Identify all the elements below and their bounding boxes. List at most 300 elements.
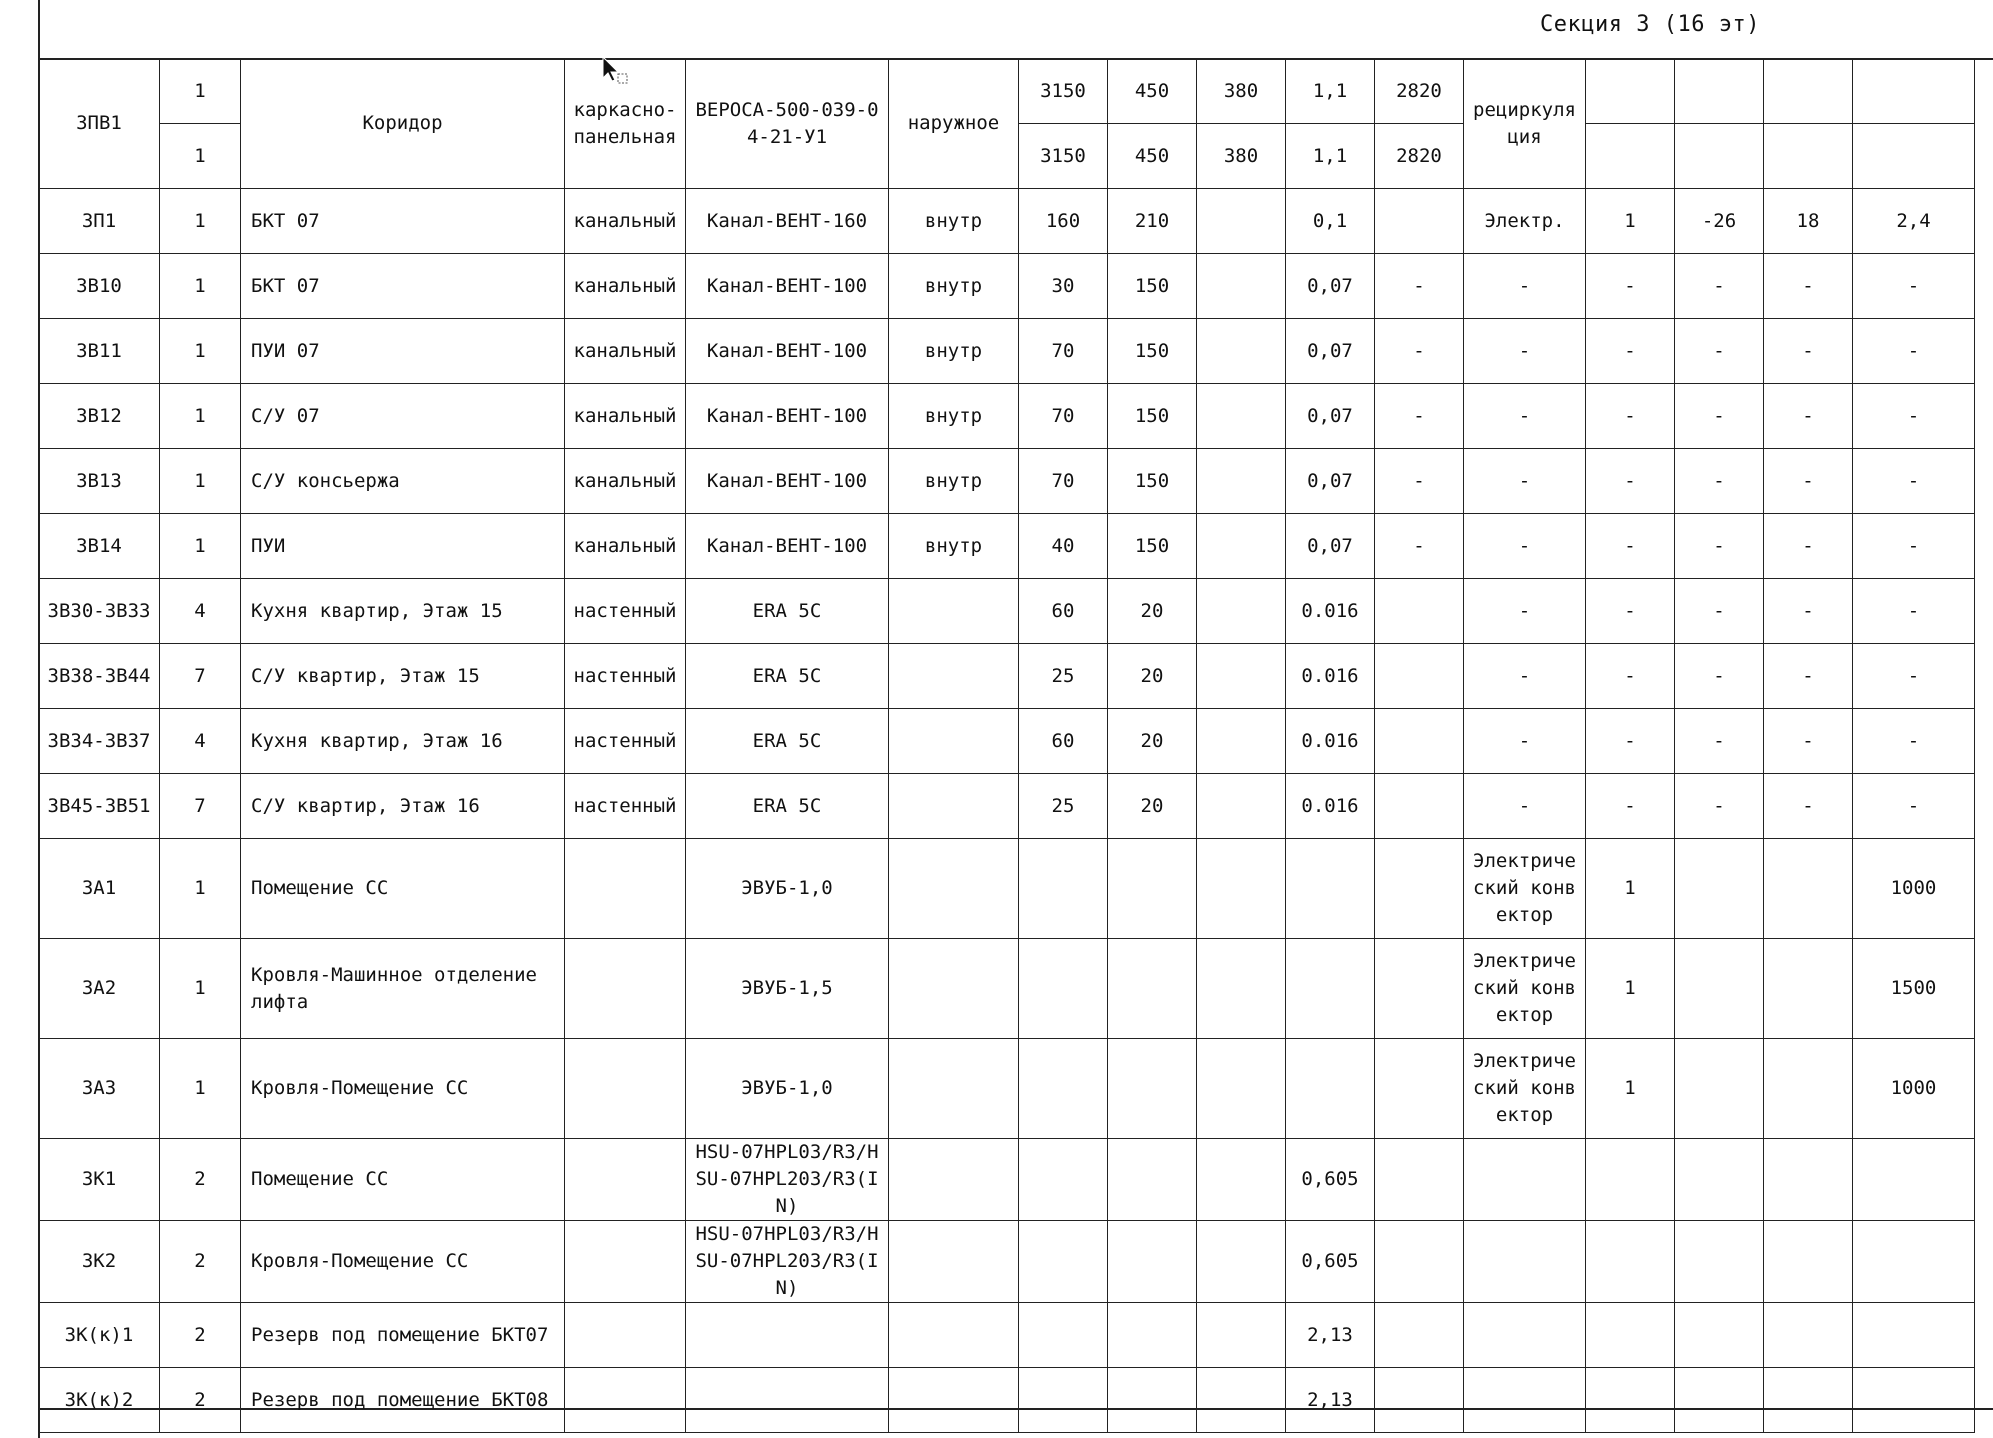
cell-heater-value-1 [1586, 1303, 1675, 1368]
cell-heater-value-4: - [1853, 644, 1975, 709]
cell-value-5 [1375, 839, 1464, 939]
cell-value-2 [1108, 839, 1197, 939]
cell-heater-value-3: - [1764, 449, 1853, 514]
cell-model: Канал-ВЕНТ-100 [686, 514, 889, 579]
cell-heater-value-3: - [1764, 774, 1853, 839]
cell-heater-value-3 [1764, 939, 1853, 1039]
cell-value-4: 1,1 [1286, 59, 1375, 124]
cell-value-2: 20 [1108, 709, 1197, 774]
cell-heater: - [1464, 774, 1586, 839]
cell-placement [889, 939, 1019, 1039]
cell-value-5: - [1375, 514, 1464, 579]
cell-heater: - [1464, 644, 1586, 709]
cell-heater-value-1: - [1586, 774, 1675, 839]
equipment-schedule-table [38, 58, 1975, 1433]
cell-value-4: 2,13 [1286, 1368, 1375, 1433]
table-row [39, 839, 1975, 939]
cell-empty [1764, 124, 1853, 189]
cell-value-1 [1019, 1039, 1108, 1139]
cell-model: ERA 5C [686, 774, 889, 839]
cell-mark: 3П1 [39, 189, 160, 254]
cell-value-4: 1,1 [1286, 124, 1375, 189]
cell-heater: Электрический конвектор [1464, 1039, 1586, 1139]
cell-heater-value-1: - [1586, 254, 1675, 319]
cell-value-1: 3150 [1019, 59, 1108, 124]
cell-mark: 3В14 [39, 514, 160, 579]
cell-qty: 1 [160, 449, 241, 514]
table-row [39, 319, 1975, 384]
cell-qty: 4 [160, 579, 241, 644]
cell-empty [1586, 59, 1675, 124]
cell-value-3 [1197, 709, 1286, 774]
cell-value-3 [1197, 1039, 1286, 1139]
cell-heater-value-4: - [1853, 514, 1975, 579]
cell-heater-value-1 [1586, 1368, 1675, 1433]
cell-room: ПУИ 07 [241, 319, 565, 384]
cell-heater-value-4: 1000 [1853, 839, 1975, 939]
cell-value-2 [1108, 939, 1197, 1039]
cell-heater-value-1: - [1586, 709, 1675, 774]
cell-value-4: 0.016 [1286, 644, 1375, 709]
cell-heater-value-3: - [1764, 579, 1853, 644]
table-row [39, 1039, 1975, 1139]
cell-heater-value-3 [1764, 1039, 1853, 1139]
cell-heater: - [1464, 514, 1586, 579]
table-row [39, 254, 1975, 319]
cell-empty [1853, 124, 1975, 189]
cell-mark: 3В12 [39, 384, 160, 449]
cell-empty [1853, 59, 1975, 124]
cell-value-3 [1197, 384, 1286, 449]
cell-mark: 3В13 [39, 449, 160, 514]
cell-heater: Электр. [1464, 189, 1586, 254]
cell-value-1 [1019, 939, 1108, 1039]
cell-room: Помещение СС [241, 1139, 565, 1221]
cell-heater-value-3 [1764, 1368, 1853, 1433]
cell-heater-value-2 [1675, 1303, 1764, 1368]
cell-mark: 3В11 [39, 319, 160, 384]
table-row [39, 189, 1975, 254]
cell-value-4: 0,605 [1286, 1139, 1375, 1221]
cell-heater-value-3 [1764, 839, 1853, 939]
cell-room: С/У квартир, Этаж 16 [241, 774, 565, 839]
mouse-cursor-icon [601, 56, 629, 90]
cell-value-3 [1197, 319, 1286, 384]
cell-qty: 1 [160, 839, 241, 939]
cell-value-5 [1375, 1221, 1464, 1303]
cell-room: БКТ 07 [241, 189, 565, 254]
cell-value-3 [1197, 1139, 1286, 1221]
cell-value-4: 0,1 [1286, 189, 1375, 254]
cell-type: канальный [565, 189, 686, 254]
cell-room: Коридор [241, 59, 565, 189]
cell-value-4: 0.016 [1286, 579, 1375, 644]
cell-heater-value-4: - [1853, 384, 1975, 449]
cell-heater-value-1: 1 [1586, 1039, 1675, 1139]
cell-model: HSU-07HPL03/R3/HSU-07HPL203/R3(IN) [686, 1221, 889, 1303]
cell-placement [889, 1139, 1019, 1221]
cell-value-4: 0,07 [1286, 514, 1375, 579]
table-row [39, 1221, 1975, 1303]
cell-heater-value-2: - [1675, 579, 1764, 644]
cell-value-2 [1108, 1139, 1197, 1221]
cell-type: настенный [565, 644, 686, 709]
cell-heater-value-3 [1764, 1139, 1853, 1221]
cell-heater-value-2 [1675, 839, 1764, 939]
cell-heater: Электрический конвектор [1464, 939, 1586, 1039]
cell-empty [1675, 124, 1764, 189]
cell-type: канальный [565, 319, 686, 384]
cell-type [565, 1303, 686, 1368]
cell-type: канальный [565, 254, 686, 319]
cell-empty [1586, 124, 1675, 189]
cell-heater: - [1464, 709, 1586, 774]
cell-value-3 [1197, 1221, 1286, 1303]
cell-value-1: 30 [1019, 254, 1108, 319]
cell-value-5 [1375, 1039, 1464, 1139]
cell-value-1 [1019, 1368, 1108, 1433]
cell-qty: 7 [160, 774, 241, 839]
table-row [39, 579, 1975, 644]
cell-mark: 3В30-3В33 [39, 579, 160, 644]
cell-value-2 [1108, 1039, 1197, 1139]
cell-placement [889, 1039, 1019, 1139]
cell-value-3: 380 [1197, 124, 1286, 189]
cell-heater-value-4: - [1853, 579, 1975, 644]
cell-placement [889, 774, 1019, 839]
cell-value-2: 150 [1108, 449, 1197, 514]
cell-value-5 [1375, 1303, 1464, 1368]
cell-heater-value-2: - [1675, 774, 1764, 839]
cell-model: Канал-ВЕНТ-100 [686, 384, 889, 449]
cell-heater-value-1 [1586, 1221, 1675, 1303]
table-row [39, 449, 1975, 514]
cell-room: С/У квартир, Этаж 15 [241, 644, 565, 709]
cell-placement: внутр [889, 384, 1019, 449]
cell-heater-value-2: - [1675, 449, 1764, 514]
cell-placement: наружное [889, 59, 1019, 189]
cell-placement [889, 644, 1019, 709]
cell-value-1 [1019, 839, 1108, 939]
cell-value-3 [1197, 579, 1286, 644]
cell-mark: 3К(к)1 [39, 1303, 160, 1368]
cell-heater-value-2: - [1675, 514, 1764, 579]
cell-value-3 [1197, 1368, 1286, 1433]
cell-placement [889, 1221, 1019, 1303]
cell-placement: внутр [889, 514, 1019, 579]
cell-placement [889, 709, 1019, 774]
cell-heater-value-3: - [1764, 709, 1853, 774]
cell-heater-value-4: 2,4 [1853, 189, 1975, 254]
cell-value-4: 0.016 [1286, 709, 1375, 774]
cell-type [565, 1139, 686, 1221]
cell-value-3 [1197, 254, 1286, 319]
cell-value-4: 0,07 [1286, 384, 1375, 449]
cell-heater-value-2 [1675, 1368, 1764, 1433]
cell-value-4: 2,13 [1286, 1303, 1375, 1368]
cell-value-1 [1019, 1139, 1108, 1221]
cell-room: ПУИ [241, 514, 565, 579]
cell-heater-value-4 [1853, 1368, 1975, 1433]
cell-value-5 [1375, 579, 1464, 644]
cell-room: Кровля-Машинное отделение лифта [241, 939, 565, 1039]
cell-value-3 [1197, 189, 1286, 254]
cell-heater-value-4: - [1853, 319, 1975, 384]
cell-model: ЭВУБ-1,0 [686, 839, 889, 939]
cell-heater-value-2 [1675, 1221, 1764, 1303]
cell-heater-value-4: 1500 [1853, 939, 1975, 1039]
cell-value-5 [1375, 1139, 1464, 1221]
cell-heater-value-4: - [1853, 709, 1975, 774]
cell-room: С/У 07 [241, 384, 565, 449]
cell-placement: внутр [889, 319, 1019, 384]
cell-value-1: 40 [1019, 514, 1108, 579]
cell-heater-value-3 [1764, 1221, 1853, 1303]
cell-value-2: 210 [1108, 189, 1197, 254]
table-row [39, 1303, 1975, 1368]
cell-value-5: - [1375, 384, 1464, 449]
cell-heater-value-2 [1675, 1139, 1764, 1221]
cell-qty: 1 [160, 939, 241, 1039]
cell-type: канальный [565, 449, 686, 514]
cell-model: Канал-ВЕНТ-100 [686, 254, 889, 319]
cell-room: С/У консьержа [241, 449, 565, 514]
cell-heater-value-1: 1 [1586, 189, 1675, 254]
cell-model: ВЕРОСА-500-039-04-21-У1 [686, 59, 889, 189]
cell-model: ERA 5C [686, 644, 889, 709]
cell-heater: - [1464, 384, 1586, 449]
table-row [39, 514, 1975, 579]
cell-heater-value-4 [1853, 1221, 1975, 1303]
cell-qty: 1 [160, 59, 241, 124]
cell-mark: 3В45-3В51 [39, 774, 160, 839]
cell-heater [1464, 1303, 1586, 1368]
cell-value-3 [1197, 839, 1286, 939]
cell-value-5 [1375, 189, 1464, 254]
cell-value-4: 0,07 [1286, 254, 1375, 319]
cell-heater-value-1: 1 [1586, 839, 1675, 939]
cell-heater: - [1464, 579, 1586, 644]
table-row [39, 709, 1975, 774]
cell-qty: 7 [160, 644, 241, 709]
cell-placement [889, 1368, 1019, 1433]
cell-heater: - [1464, 449, 1586, 514]
cell-value-5 [1375, 939, 1464, 1039]
cell-type: каркасно-панельная [565, 59, 686, 189]
cell-value-4: 0,07 [1286, 449, 1375, 514]
cell-value-1: 3150 [1019, 124, 1108, 189]
cell-placement: внутр [889, 254, 1019, 319]
cell-value-5: 2820 [1375, 59, 1464, 124]
cell-value-1: 60 [1019, 579, 1108, 644]
cell-value-2: 150 [1108, 384, 1197, 449]
cell-type: настенный [565, 774, 686, 839]
cell-value-5: - [1375, 319, 1464, 384]
cell-model: Канал-ВЕНТ-100 [686, 449, 889, 514]
cell-qty: 2 [160, 1221, 241, 1303]
cell-heater-value-2 [1675, 1039, 1764, 1139]
cell-empty [1675, 59, 1764, 124]
cell-value-4: 0,07 [1286, 319, 1375, 384]
cell-mark: 3А1 [39, 839, 160, 939]
cell-mark: 3В10 [39, 254, 160, 319]
cell-value-5 [1375, 1368, 1464, 1433]
cell-value-4: 0,605 [1286, 1221, 1375, 1303]
cell-value-4 [1286, 839, 1375, 939]
cell-heater-value-2: - [1675, 384, 1764, 449]
cell-heater: - [1464, 319, 1586, 384]
cell-value-1: 25 [1019, 774, 1108, 839]
table-row [39, 774, 1975, 839]
cell-heater-value-4 [1853, 1303, 1975, 1368]
cell-value-2: 20 [1108, 644, 1197, 709]
cell-model: ЭВУБ-1,0 [686, 1039, 889, 1139]
cell-qty: 1 [160, 384, 241, 449]
cell-room: Кухня квартир, Этаж 16 [241, 709, 565, 774]
cell-value-3 [1197, 449, 1286, 514]
table-row [39, 939, 1975, 1039]
cell-heater-value-2: - [1675, 254, 1764, 319]
cell-heater-value-2: - [1675, 709, 1764, 774]
table-row [39, 59, 1975, 124]
cell-value-1: 160 [1019, 189, 1108, 254]
cell-value-1: 70 [1019, 319, 1108, 384]
cell-heater-value-2: - [1675, 319, 1764, 384]
cell-model: ЭВУБ-1,5 [686, 939, 889, 1039]
cell-model [686, 1368, 889, 1433]
cell-value-1: 60 [1019, 709, 1108, 774]
table-row [39, 1139, 1975, 1221]
cell-heater-value-2: -26 [1675, 189, 1764, 254]
cell-value-4 [1286, 939, 1375, 1039]
cell-qty: 2 [160, 1368, 241, 1433]
cell-type [565, 939, 686, 1039]
cell-value-4: 0.016 [1286, 774, 1375, 839]
cell-heater-value-3: - [1764, 644, 1853, 709]
cell-heater: Электрический конвектор [1464, 839, 1586, 939]
cell-heater [1464, 1368, 1586, 1433]
cell-value-2: 20 [1108, 579, 1197, 644]
cell-type [565, 1039, 686, 1139]
cell-mark: 3ПВ1 [39, 59, 160, 189]
cell-value-1 [1019, 1303, 1108, 1368]
cell-qty: 1 [160, 124, 241, 189]
cell-placement: внутр [889, 449, 1019, 514]
cell-value-2: 450 [1108, 59, 1197, 124]
cell-type [565, 1368, 686, 1433]
cell-heater-value-1 [1586, 1139, 1675, 1221]
cell-placement [889, 1303, 1019, 1368]
cell-heater-value-1: - [1586, 514, 1675, 579]
cell-value-5 [1375, 644, 1464, 709]
cell-value-5: 2820 [1375, 124, 1464, 189]
cell-value-3 [1197, 1303, 1286, 1368]
cell-qty: 2 [160, 1303, 241, 1368]
cell-value-2: 150 [1108, 319, 1197, 384]
cell-placement [889, 839, 1019, 939]
table-row [39, 644, 1975, 709]
cell-heater: рециркуляция [1464, 59, 1586, 189]
cell-room: Резерв под помещение БКТ08 [241, 1368, 565, 1433]
cell-value-2: 20 [1108, 774, 1197, 839]
cell-mark: 3К2 [39, 1221, 160, 1303]
cell-value-2 [1108, 1221, 1197, 1303]
cell-value-3 [1197, 644, 1286, 709]
cell-mark: 3К1 [39, 1139, 160, 1221]
cell-qty: 1 [160, 189, 241, 254]
cell-placement: внутр [889, 189, 1019, 254]
cell-heater-value-4: 1000 [1853, 1039, 1975, 1139]
cell-room: Кровля-Помещение СС [241, 1039, 565, 1139]
cell-heater-value-1: 1 [1586, 939, 1675, 1039]
cell-heater: - [1464, 254, 1586, 319]
cell-room: БКТ 07 [241, 254, 565, 319]
cell-value-2 [1108, 1303, 1197, 1368]
cell-value-5: - [1375, 254, 1464, 319]
cell-heater-value-3: - [1764, 254, 1853, 319]
cell-heater-value-4: - [1853, 449, 1975, 514]
cell-heater-value-1: - [1586, 579, 1675, 644]
cell-qty: 1 [160, 254, 241, 319]
cell-heater [1464, 1139, 1586, 1221]
cell-model: HSU-07HPL03/R3/HSU-07HPL203/R3(IN) [686, 1139, 889, 1221]
table-row [39, 1368, 1975, 1433]
cell-type [565, 839, 686, 939]
cell-type: канальный [565, 384, 686, 449]
cell-model: Канал-ВЕНТ-100 [686, 319, 889, 384]
cell-qty: 1 [160, 1039, 241, 1139]
cell-heater-value-3: - [1764, 319, 1853, 384]
cell-room: Кухня квартир, Этаж 15 [241, 579, 565, 644]
cell-qty: 1 [160, 319, 241, 384]
cell-value-2: 450 [1108, 124, 1197, 189]
cell-type: настенный [565, 709, 686, 774]
cell-value-2 [1108, 1368, 1197, 1433]
cell-model: ERA 5C [686, 579, 889, 644]
cell-value-1: 70 [1019, 384, 1108, 449]
cell-heater-value-4: - [1853, 254, 1975, 319]
cell-heater-value-3: - [1764, 514, 1853, 579]
cell-mark: 3К(к)2 [39, 1368, 160, 1433]
cell-room: Резерв под помещение БКТ07 [241, 1303, 565, 1368]
cell-model: Канал-ВЕНТ-160 [686, 189, 889, 254]
section-title: Секция 3 (16 эт) [1540, 12, 1760, 37]
cell-heater-value-4 [1853, 1139, 1975, 1221]
cell-heater [1464, 1221, 1586, 1303]
cell-value-1 [1019, 1221, 1108, 1303]
cell-value-2: 150 [1108, 514, 1197, 579]
cell-qty: 1 [160, 514, 241, 579]
cell-value-3 [1197, 939, 1286, 1039]
cell-heater-value-4: - [1853, 774, 1975, 839]
cell-heater-value-1: - [1586, 449, 1675, 514]
cell-mark: 3А3 [39, 1039, 160, 1139]
cell-room: Помещение СС [241, 839, 565, 939]
cell-qty: 4 [160, 709, 241, 774]
cell-heater-value-1: - [1586, 319, 1675, 384]
cell-heater-value-2 [1675, 939, 1764, 1039]
cell-empty [1764, 59, 1853, 124]
cell-model: ERA 5C [686, 709, 889, 774]
cell-heater-value-3: 18 [1764, 189, 1853, 254]
cell-value-4 [1286, 1039, 1375, 1139]
cell-value-3 [1197, 774, 1286, 839]
cell-type [565, 1221, 686, 1303]
table-row [39, 384, 1975, 449]
cell-qty: 2 [160, 1139, 241, 1221]
cell-mark: 3В38-3В44 [39, 644, 160, 709]
cell-value-5 [1375, 774, 1464, 839]
